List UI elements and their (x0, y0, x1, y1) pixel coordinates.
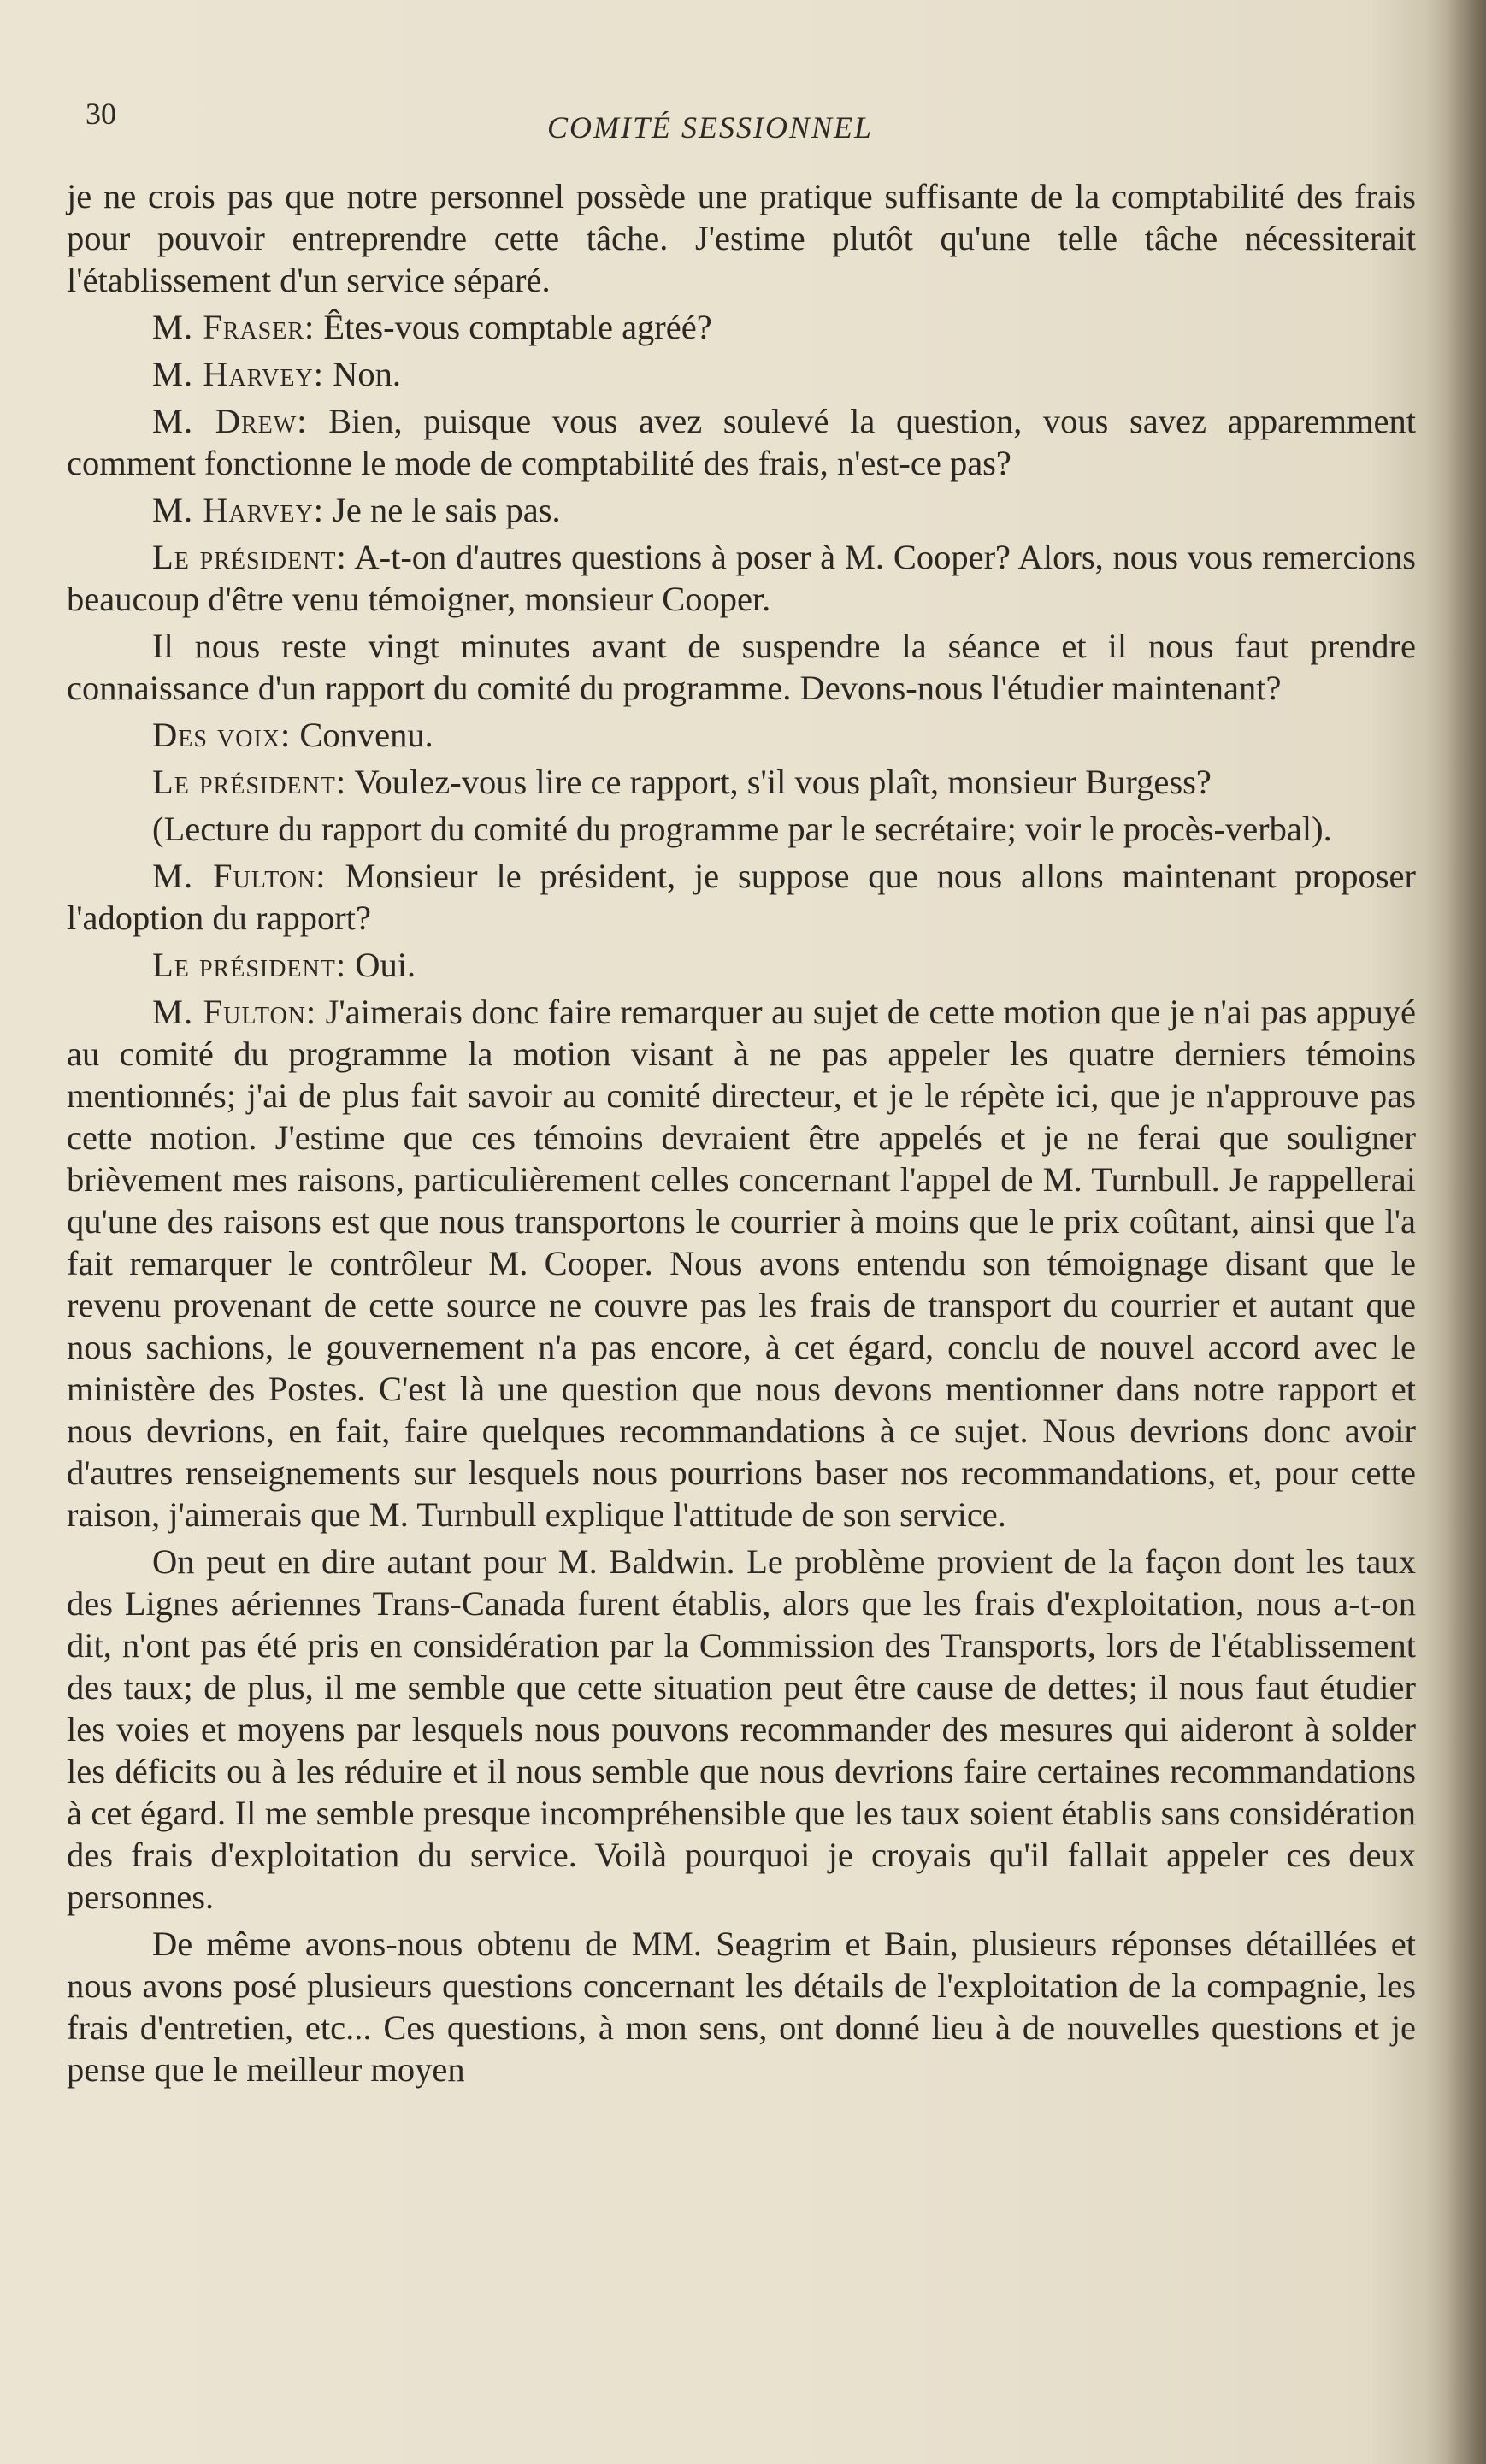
running-title: COMITÉ SESSIONNEL (547, 110, 874, 144)
paragraph-text: Êtes-vous comptable agréé? (323, 308, 712, 346)
paragraph (67, 1541, 1416, 1918)
paragraph (67, 625, 1416, 709)
paragraph (67, 353, 1416, 395)
speaker-label: Le président: (152, 763, 347, 801)
paragraph (67, 175, 1416, 301)
paragraph-text: Non. (333, 355, 401, 393)
paragraph-text: Convenu. (299, 716, 433, 754)
paragraph-text: Oui. (355, 946, 416, 984)
paragraph-text: je ne crois pas que notre personnel possède une pratique suffisante de la comptabilité des frais pour pouvoir entreprendre cette tâche. J'estime plutôt qu'une telle tâche nécessiterait l'établissement d'un service séparé. (67, 177, 1416, 299)
paragraph-text: Monsieur le président, je suppose que nous allons maintenant proposer l'adoption du rapport? (67, 857, 1417, 937)
paragraph (67, 855, 1416, 939)
speaker-label: M. Fraser: (152, 308, 315, 346)
paragraph-text: Il nous reste vingt minutes avant de suspendre la séance et il nous faut prendre connaissance d'un rapport du comité du programme. Devons-nous l'étudier maintenant? (67, 627, 1416, 707)
paragraph-text: Je ne le sais pas. (333, 491, 561, 529)
paragraph (67, 400, 1416, 484)
paragraph (67, 714, 1416, 756)
body-text (67, 175, 1416, 2096)
speaker-label: M. Fulton: (152, 993, 317, 1031)
paragraph (67, 944, 1416, 986)
speaker-label: M. Harvey: (152, 355, 324, 393)
paragraph (67, 991, 1416, 1536)
speaker-label: M. Drew: (152, 402, 308, 440)
paragraph-text: J'aimerais donc faire remarquer au sujet de cette motion que je n'ai pas appuyé au comité du programme la motion visant à ne pas appeler les quatre derniers témoins mentionnés; j'ai de plus fait savoir au comité directeur, et je le répète ici, que je n'approuve pas cette motion. J'estime que ces témoins devraient être appelés et je ne ferai que souligner brièvement mes raisons, particulièrement celles concernant l'appel de M. Turnbull. Je rappellerai qu'une des raisons est que nous transportons le courrier à moins que le prix coûtant, ainsi que l'a fait remarquer le contrôleur M. Cooper. Nous avons entendu son témoignage disant que le revenu provenant de cette source ne couvre pas les frais de transport du courrier et autant que nous sachions, le gouvernement n'a pas encore, à cet égard, conclu de nouvel accord avec le ministère des Postes. C'est là une question que nous devons mentionner dans notre rapport et nous devrions, en fait, faire quelques recommandations à ce sujet. Nous devrions donc avoir d'autres renseignements sur lesquels nous pourrions baser nos recommandations, et, pour cette raison, j'aimerais que M. Turnbull explique l'attitude de son service. (67, 993, 1416, 1534)
page-number: 30 (86, 97, 116, 131)
paragraph (67, 1923, 1416, 2090)
paragraph (67, 306, 1416, 348)
speaker-label: Le président: (152, 946, 347, 984)
paragraph (67, 808, 1416, 850)
page-edge-shadow (1447, 0, 1486, 2464)
paragraph (67, 489, 1416, 531)
speaker-label: Des voix: (152, 716, 292, 754)
speaker-label: M. Fulton: (152, 857, 327, 895)
paragraph-text: Voulez-vous lire ce rapport, s'il vous plaît, monsieur Burgess? (354, 763, 1212, 801)
paragraph-text: On peut en dire autant pour M. Baldwin. Le problème provient de la façon dont les taux des Lignes aériennes Trans-Canada furent établis, alors que les frais d'exploitation, nous a-t-on dit, n'ont pas été pris en considération par la Commission des Transports, lors de l'établissement des taux; de plus, il me semble que cette situation peut être cause de dettes; il nous faut étudier les voies et moyens par lesquels nous pouvons recommander des mesures qui aideront à solder les déficits ou à les réduire et il nous semble que nous devrions faire certaines recommandations à cet égard. Il me semble presque incompréhensible que les taux soient établis sans considération des frais d'exploitation du service. Voilà pourquoi je croyais qu'il fallait appeler ces deux personnes. (67, 1542, 1416, 1916)
paragraph-text: A-t-on d'autres questions à poser à M. Cooper? Alors, nous vous remercions beaucoup d'être venu témoigner, monsieur Cooper. (67, 538, 1416, 618)
paragraph-text: (Lecture du rapport du comité du programme par le secrétaire; voir le procès-verbal). (152, 810, 1332, 848)
speaker-label: Le président: (152, 538, 347, 576)
speaker-label: M. Harvey: (152, 491, 324, 529)
paragraph-text: Bien, puisque vous avez soulevé la question, vous savez apparemment comment fonctionne le mode de comptabilité des frais, n'est-ce pas? (67, 402, 1416, 482)
paragraph (67, 761, 1416, 803)
paragraph-text: De même avons-nous obtenu de MM. Seagrim et Bain, plusieurs réponses détaillées et nous avons posé plusieurs questions concernant les détails de l'exploitation de la compagnie, les frais d'entretien, etc... Ces questions, à mon sens, ont donné lieu à de nouvelles questions et je pense que le meilleur moyen (67, 1925, 1416, 2089)
paragraph (67, 536, 1416, 620)
